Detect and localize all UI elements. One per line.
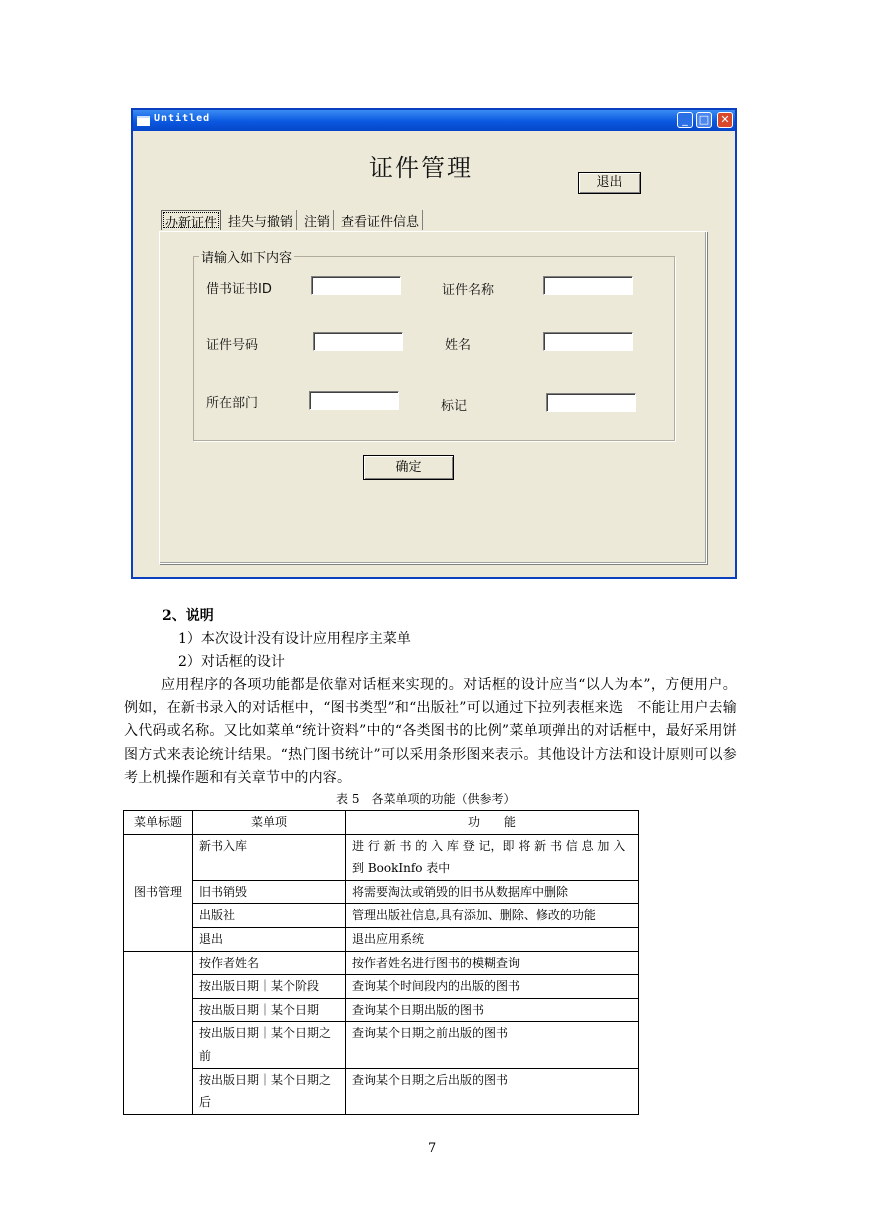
list-item: 2）对话框的设计 (178, 654, 285, 670)
table-row (124, 951, 639, 975)
function-cell: 管理出版社信息,具有添加、删除、修改的功能 (346, 904, 639, 928)
card-name-label: 证件名称 (442, 283, 495, 298)
dialog-title: 证件管理 (369, 154, 473, 182)
table-row (124, 1022, 639, 1068)
card-id-label: 借书证书ID (206, 282, 272, 297)
maximize-icon: □ (698, 113, 710, 126)
menu-item-cell: 退出 (193, 927, 346, 951)
function-cell: 将需要淘汰或销毁的旧书从数据库中删除 (346, 880, 639, 904)
card-id-input[interactable] (311, 276, 401, 295)
menu-item-cell: 旧书销毁 (193, 880, 346, 904)
card-name-input[interactable] (543, 276, 633, 295)
menu-function-table (123, 810, 639, 1115)
table-row (124, 975, 639, 999)
page-number: 7 (428, 1141, 437, 1156)
minimize-icon: _ (682, 113, 688, 126)
menu-item-cell: 按作者姓名 (193, 951, 346, 975)
menu-item-cell: 出版社 (193, 904, 346, 928)
table-header-row (124, 811, 639, 835)
dialog-window (131, 108, 737, 579)
function-cell: 退出应用系统 (346, 927, 639, 951)
card-number-label: 证件号码 (206, 338, 259, 353)
maximize-button[interactable] (696, 112, 712, 128)
groupbox-label: 请输入如下内容 (199, 247, 294, 266)
table-caption: 表 5 各菜单项的功能（供参考） (336, 792, 516, 806)
mark-input[interactable] (546, 393, 636, 412)
window-title: Untitled (154, 113, 211, 124)
tab-new-card[interactable]: 办新证件 (161, 210, 221, 230)
category-cell (124, 951, 193, 1114)
category-cell: 图书管理 (124, 834, 193, 951)
department-input[interactable] (309, 391, 399, 410)
name-label: 姓名 (445, 338, 472, 353)
title-bar[interactable] (133, 110, 735, 131)
tab-view-card-info[interactable]: 查看证件信息 (338, 210, 423, 230)
header-menu-title: 菜单标题 (124, 811, 193, 835)
window-icon (137, 116, 150, 126)
close-button[interactable] (717, 112, 733, 128)
tab-cancel[interactable]: 注销 (301, 210, 334, 230)
table-row (124, 834, 639, 880)
minimize-button[interactable] (677, 112, 693, 128)
menu-item-cell: 按出版日期｜某个日期之前 (193, 1022, 346, 1068)
close-icon: ✕ (720, 113, 730, 126)
exit-button[interactable]: 退出 (578, 172, 641, 194)
function-cell: 查询某个日期之前出版的图书 (346, 1022, 639, 1068)
mark-label: 标记 (441, 399, 468, 414)
function-cell: 进 行 新 书 的 入 库 登 记，即 将 新 书 信 息 加 入 到 BookInfo 表中 (346, 834, 639, 880)
menu-item-cell: 按出版日期｜某个阶段 (193, 975, 346, 999)
card-number-input[interactable] (313, 332, 403, 351)
table-row (124, 927, 639, 951)
table-row (124, 880, 639, 904)
header-function: 功 能 (346, 811, 639, 835)
table-row (124, 904, 639, 928)
menu-item-cell: 新书入库 (193, 834, 346, 880)
function-cell: 查询某个日期之后出版的图书 (346, 1068, 639, 1114)
table-row (124, 1068, 639, 1114)
body-paragraph: 应用程序的各项功能都是依靠对话框来实现的。对话框的设计应当“以人为本”，方便用户。例如，在新书录入的对话框中，“图书类型”和“出版社”可以通过下拉列表框来选 不能让用户去输入代码或名称。又比如菜单“统计资料”中的“各类图书的比例”菜单项弹出的对话框中，最好采用饼图方式来表论统计结果。“热门图书统计”可以采用条形图来表示。其他设计方法和设计原则可以参考上机操作题和有关章节中的内容。 (124, 677, 737, 786)
ok-button[interactable]: 确定 (363, 455, 454, 480)
section-heading: 2、说明 (162, 608, 214, 624)
function-cell: 查询某个时间段内的出版的图书 (346, 975, 639, 999)
header-menu-item: 菜单项 (193, 811, 346, 835)
menu-item-cell: 按出版日期｜某个日期之后 (193, 1068, 346, 1114)
department-label: 所在部门 (206, 396, 259, 411)
function-cell: 查询某个日期出版的图书 (346, 998, 639, 1022)
tab-report-loss[interactable]: 挂失与撤销 (225, 210, 297, 230)
name-input[interactable] (543, 332, 633, 351)
table-row (124, 998, 639, 1022)
list-item: 1）本次设计没有设计应用程序主菜单 (178, 631, 411, 647)
function-cell: 按作者姓名进行图书的模糊查询 (346, 951, 639, 975)
menu-item-cell: 按出版日期｜某个日期 (193, 998, 346, 1022)
tab-strip (161, 210, 427, 232)
